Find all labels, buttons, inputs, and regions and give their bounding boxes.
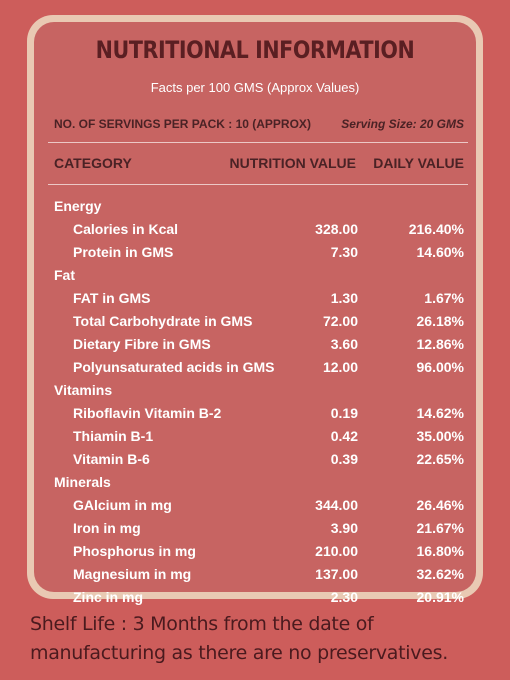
nutrient-label: Thiamin B-1 [73, 428, 154, 444]
daily-value: 35.00% [416, 428, 464, 444]
group-row [54, 471, 464, 494]
nutrition-value: 0.19 [330, 405, 358, 421]
nutrient-label: Dietary Fibre in GMS [73, 336, 211, 352]
group-label: Minerals [54, 474, 111, 490]
shelf-life-line-2: manufacturing as there are no preservatives. [30, 642, 448, 664]
divider-top [48, 142, 468, 143]
daily-value: 14.60% [416, 244, 464, 260]
nutrition-value: 1.30 [330, 290, 358, 306]
nutrient-label: Total Carbohydrate in GMS [73, 313, 253, 329]
nutrient-label: Zinc in mg [73, 589, 143, 605]
nutrition-value: 72.00 [322, 313, 358, 329]
group-row [54, 264, 464, 287]
header-daily-value: DAILY VALUE [373, 155, 464, 171]
nutrient-label: Protein in GMS [73, 244, 174, 260]
shelf-life-line-1: Shelf Life : 3 Months from the date of [30, 613, 374, 635]
servings-per-pack: NO. OF SERVINGS PER PACK : 10 (APPROX) [54, 117, 311, 131]
daily-value: 22.65% [416, 451, 464, 467]
table-row [54, 287, 464, 310]
shelf-life-note [30, 610, 500, 668]
nutrient-label: Magnesium in mg [73, 566, 192, 582]
table-row [54, 540, 464, 563]
header-category: CATEGORY [54, 155, 132, 171]
subtitle: Facts per 100 GMS (Approx Values) [150, 80, 360, 95]
daily-value: 32.62% [416, 566, 464, 582]
daily-value: 216.40% [408, 221, 464, 237]
nutrient-label: Vitamin B-6 [73, 451, 150, 467]
group-row [54, 379, 464, 402]
header-nutrition-value: NUTRITION VALUE [229, 155, 356, 171]
servings-row [54, 117, 464, 131]
group-label: Vitamins [54, 382, 113, 398]
nutrient-label: FAT in GMS [73, 290, 151, 306]
table-row [54, 494, 464, 517]
daily-value: 16.80% [416, 543, 464, 559]
daily-value: 12.86% [416, 336, 464, 352]
nutrition-value: 0.39 [330, 451, 358, 467]
nutrition-value: 137.00 [315, 566, 358, 582]
page-title: NUTRITIONAL INFORMATION [95, 36, 415, 64]
table-row [54, 517, 464, 540]
daily-value: 96.00% [416, 359, 464, 375]
nutrition-panel [34, 22, 476, 605]
nutrient-label: Riboflavin Vitamin B-2 [73, 405, 222, 421]
nutrition-value: 12.00 [322, 359, 358, 375]
nutrition-value: 0.42 [330, 428, 358, 444]
nutrition-value: 3.90 [330, 520, 358, 536]
group-row [54, 195, 464, 218]
table-row [54, 563, 464, 586]
table-row [54, 310, 464, 333]
daily-value: 20.91% [416, 589, 464, 605]
daily-value: 26.46% [416, 497, 464, 513]
daily-value: 14.62% [416, 405, 464, 421]
group-label: Energy [54, 198, 102, 214]
nutrition-value: 3.60 [330, 336, 358, 352]
table-row [54, 586, 464, 609]
nutrient-label: Calories in Kcal [73, 221, 179, 237]
table-row [54, 402, 464, 425]
nutrition-table [54, 195, 464, 609]
divider-header [48, 184, 468, 185]
daily-value: 21.67% [416, 520, 464, 536]
table-row [54, 425, 464, 448]
nutrition-value: 7.30 [330, 244, 358, 260]
nutrient-label: Phosphorus in mg [73, 543, 196, 559]
nutrient-label: Iron in mg [73, 520, 141, 536]
table-row [54, 356, 464, 379]
table-row [54, 333, 464, 356]
nutrition-value: 328.00 [315, 221, 358, 237]
daily-value: 26.18% [416, 313, 464, 329]
daily-value: 1.67% [424, 290, 464, 306]
table-row [54, 448, 464, 471]
nutrient-label: Polyunsaturated acids in GMS [73, 359, 275, 375]
table-header [54, 155, 464, 173]
nutrition-card [27, 15, 483, 605]
nutrition-value: 344.00 [315, 497, 358, 513]
table-row [54, 241, 464, 264]
nutrient-label: GAlcium in mg [73, 497, 172, 513]
table-row [54, 218, 464, 241]
serving-size: Serving Size: 20 GMS [341, 117, 464, 131]
group-label: Fat [54, 267, 75, 283]
nutrition-value: 2.30 [330, 589, 358, 605]
nutrition-value: 210.00 [315, 543, 358, 559]
